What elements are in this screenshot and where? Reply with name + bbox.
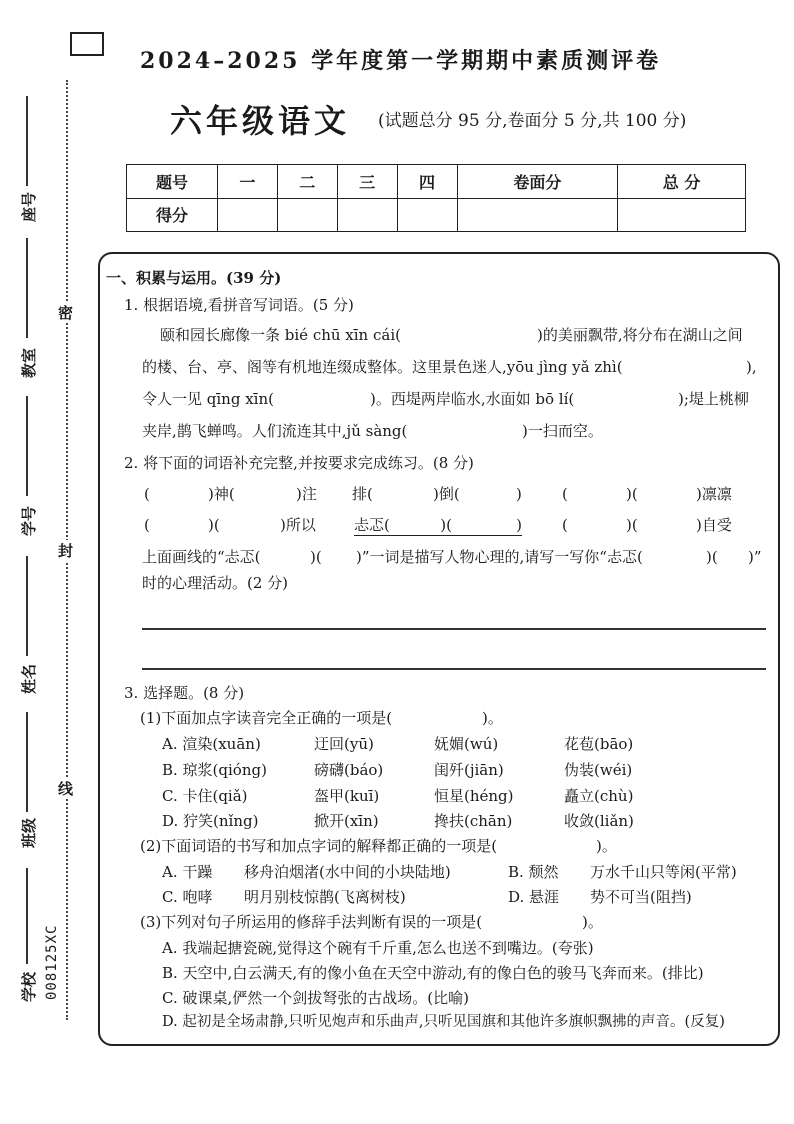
name-label: 姓名: [20, 663, 38, 694]
school-label: 学校: [20, 971, 38, 1002]
q2-note-a: 上面画线的“忐忑(: [142, 548, 261, 566]
q3-s1-end: )。: [482, 709, 503, 727]
q1-line4a: 夹岸,鹊飞蝉鸣。人们流连其中,jǔ sàng(: [142, 422, 408, 440]
q1-line3c: );堤上桃柳: [678, 390, 749, 408]
seal-word-xian: 线: [58, 780, 74, 798]
q1-line3b: )。西堤两岸临水,水面如 bō lí(: [370, 390, 575, 408]
score-cell[interactable]: [337, 198, 397, 232]
score-header-cell: 四: [397, 165, 457, 199]
subject-title: 六年级语文: [170, 102, 351, 140]
score-cell[interactable]: [397, 198, 457, 232]
q2-r1-blank: (: [562, 485, 568, 503]
q2-underlined-word: ): [452, 515, 522, 536]
q2-r2-blank: )自受: [696, 516, 732, 534]
student-id-line: [26, 396, 28, 496]
q3-opt1-item: 迂回(yū): [314, 735, 374, 753]
q3-opt2-item: 明月别枝惊鹊(飞离树枝): [244, 888, 406, 906]
score-table-header-row: [127, 165, 746, 199]
score-header-cell: 二: [277, 165, 337, 199]
q3-opt3-item: A. 我端起搪瓷碗,觉得这个碗有千斤重,怎么也送不到嘴边。(夸张): [162, 939, 594, 957]
q1-line4b: )一扫而空。: [522, 422, 603, 440]
q3-opt1-item: B. 琼浆(qióng): [162, 761, 267, 779]
q2-r1-blank: )倒(: [433, 485, 460, 503]
q2-note-b: )(: [310, 548, 322, 566]
q2-r2-blank: (: [144, 516, 150, 534]
school-line: [26, 868, 28, 964]
class-label: 班级: [20, 817, 38, 848]
score-header-cell: 总 分: [618, 165, 746, 199]
q2-note-d: )(: [706, 548, 718, 566]
seal-word-mi: 密: [58, 304, 74, 322]
exam-title: 2024–2025 学年度第一学期期中素质测评卷: [140, 48, 662, 74]
q2-r1-blank: )神(: [208, 485, 235, 503]
answer-line[interactable]: [142, 668, 766, 670]
q2-r1-blank: )凛凛: [696, 485, 732, 503]
q2-note-e: )”: [748, 548, 762, 566]
q3-opt1-item: 磅礴(báo): [314, 761, 384, 779]
student-id-label: 学号: [20, 505, 38, 536]
q2-r2-blank: )所以: [280, 516, 316, 534]
score-cell[interactable]: [618, 198, 746, 232]
q2-r1-blank: (: [144, 485, 150, 503]
paper-code: 008125XC: [44, 924, 60, 1000]
score-cell[interactable]: [218, 198, 278, 232]
q3-opt1-item: D. 狞笑(nǐng): [162, 812, 259, 830]
q3-opt1-item: 搀扶(chān): [434, 812, 513, 830]
q3-opt2-item: C. 咆哮: [162, 888, 213, 906]
score-header-cell: 卷面分: [457, 165, 618, 199]
q3-opt3-item: D. 起初是全场肃静,只听见炮声和乐曲声,只听见国旗和其他许多旗帜飘拂的声音。(反复): [162, 1014, 725, 1030]
q1-line2a: 的楼、台、亭、阁等有机地连缀成整体。这里景色迷人,yōu jìng yǎ zhì(: [142, 358, 623, 376]
q3-opt2-item: 势不可当(阻挡): [590, 888, 692, 906]
score-header-cell: 一: [218, 165, 278, 199]
seat-number-label: 座号: [20, 191, 38, 222]
section1-title: 一、积累与运用。(39 分): [106, 269, 282, 287]
q3-opt2-item: 移舟泊烟渚(水中间的小块陆地): [244, 863, 451, 881]
classroom-label: 教室: [20, 347, 38, 378]
score-header-cell: 三: [337, 165, 397, 199]
q1-title: 1. 根据语境,看拼音写词语。(5 分): [124, 296, 354, 314]
q3-opt1-item: 掀开(xīn): [314, 812, 379, 830]
score-note: (试题总分 95 分,卷面分 5 分,共 100 分): [378, 111, 687, 131]
q2-underlined-word: 忐忑(: [354, 515, 392, 536]
q3-s1: (1)下面加点字读音完全正确的一项是(: [140, 709, 393, 727]
score-cell[interactable]: [277, 198, 337, 232]
q3-opt1-item: 收敛(liǎn): [564, 812, 634, 830]
q3-s2-end: )。: [596, 837, 617, 855]
q3-opt1-item: A. 渲染(xuān): [162, 735, 261, 753]
classroom-line: [26, 238, 28, 338]
seal-word-feng: 封: [58, 542, 74, 560]
seat-number-line: [26, 96, 28, 186]
q3-s3: (3)下列对句子所运用的修辞手法判断有误的一项是(: [140, 913, 483, 931]
q3-s2: (2)下面词语的书写和加点字词的解释都正确的一项是(: [140, 837, 498, 855]
q3-opt3-item: B. 天空中,白云满天,有的像小鱼在天空中游动,有的像白色的骏马飞奔而来。(排比): [162, 964, 704, 982]
q2-r1-blank: ): [516, 485, 522, 503]
q3-opt2-item: A. 干躁: [162, 863, 213, 881]
q3-opt2-item: 万水千山只等闲(平常): [590, 863, 737, 881]
q3-opt2-item: B. 颓然: [508, 863, 559, 881]
name-line: [26, 556, 28, 656]
q2-r2-blank: )(: [208, 516, 220, 534]
q3-opt2-item: D. 悬涯: [508, 888, 560, 906]
q2-note2: 时的心理活动。(2 分): [142, 574, 289, 592]
q3-title: 3. 选择题。(8 分): [124, 684, 245, 702]
q1-line1a: 颐和园长廊像一条 bié chū xīn cái(: [160, 326, 401, 344]
q2-r1-blank: )(: [626, 485, 638, 503]
q1-line3a: 令人一见 qīng xīn(: [142, 390, 274, 408]
q3-opt1-item: 矗立(chù): [564, 787, 634, 805]
q3-opt1-item: C. 卡住(qiǎ): [162, 787, 248, 805]
q3-s3-end: )。: [582, 913, 603, 931]
q3-opt1-item: 恒星(héng): [434, 787, 514, 805]
q2-r1-blank: 排(: [352, 485, 373, 503]
q1-line2b: ),: [746, 358, 757, 376]
q3-opt1-item: 花苞(bāo): [564, 735, 634, 753]
corner-box: [70, 32, 104, 56]
q2-title: 2. 将下面的词语补充完整,并按要求完成练习。(8 分): [124, 454, 474, 472]
q3-opt3-item: C. 破课桌,俨然一个剑拔弩张的古战场。(比喻): [162, 989, 469, 1007]
q3-opt1-item: 闺歼(jiān): [434, 761, 504, 779]
q2-r2-blank: )(: [626, 516, 638, 534]
score-table: [126, 164, 746, 232]
class-line: [26, 712, 28, 812]
q1-line1b: )的美丽飘带,将分布在湖山之间: [537, 326, 743, 344]
q2-r1-blank: )注: [296, 485, 317, 503]
score-row-label: 得分: [127, 198, 218, 232]
q2-note-c: )”一词是描写人物心理的,请写一写你“忐忑(: [356, 548, 643, 566]
answer-line[interactable]: [142, 628, 766, 630]
score-cell[interactable]: [457, 198, 618, 232]
q2-r2-blank: (: [562, 516, 568, 534]
q2-underlined-word: )(: [392, 515, 452, 536]
score-table-score-row: [127, 198, 746, 232]
q3-opt1-item: 伪装(wéi): [564, 761, 633, 779]
score-header-cell: 题号: [127, 165, 218, 199]
q3-opt1-item: 妩媚(wú): [434, 735, 499, 753]
q3-opt1-item: 盔甲(kuī): [314, 787, 380, 805]
